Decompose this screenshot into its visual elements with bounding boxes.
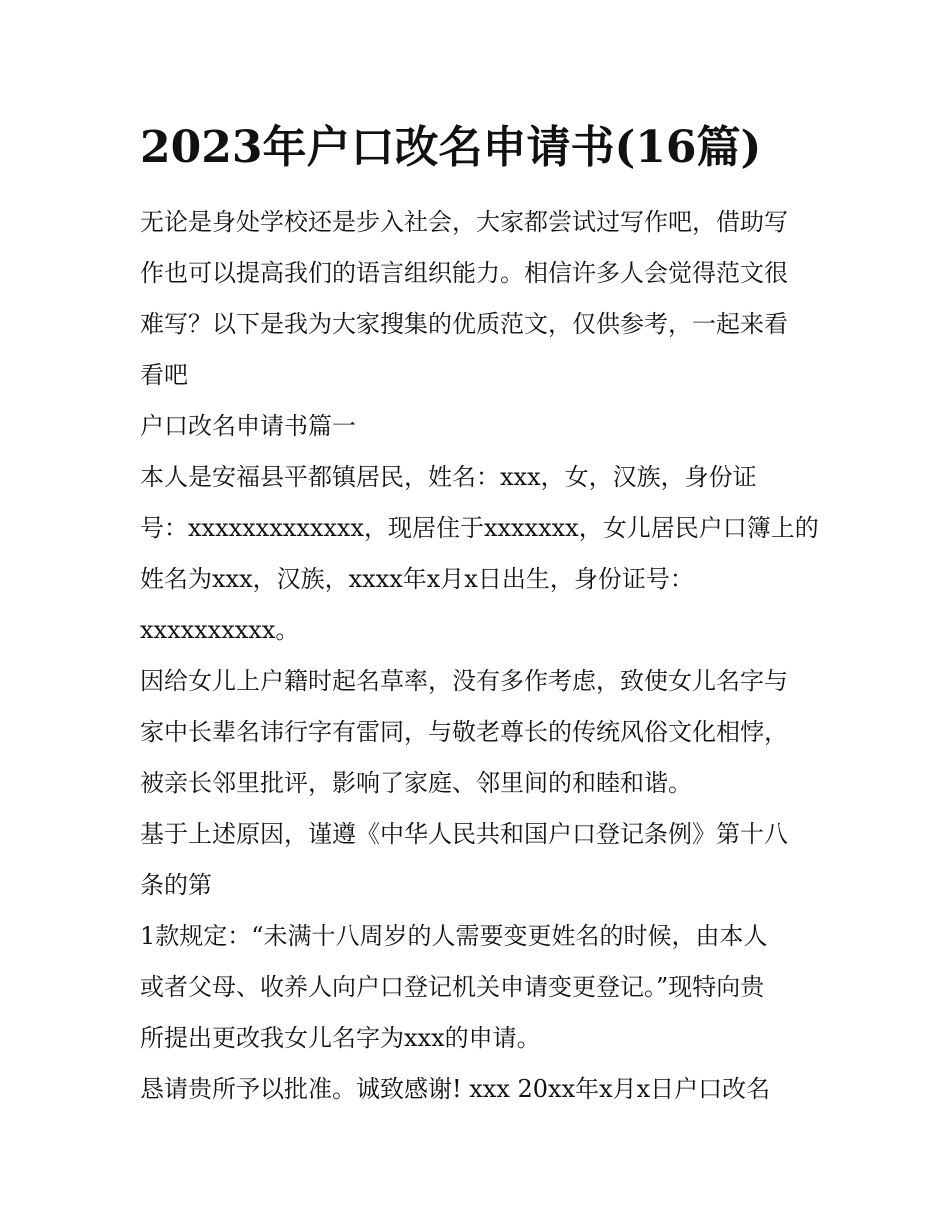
text-line: 条的第 xyxy=(140,871,212,899)
document-title: 2023年户口改名申请书(16篇) xyxy=(140,122,762,173)
text-line: 家中长辈名讳行字有雷同，与敬老尊长的传统风俗文化相悖， xyxy=(140,718,788,746)
text-line: 所提出更改我女儿名字为xxx的申请。 xyxy=(140,1024,541,1052)
text-line: 基于上述原因，谨遵《中华人民共和国户口登记条例》第十八 xyxy=(140,820,788,848)
text-line: 难写？以下是我为大家搜集的优质范文，仅供参考，一起来看 xyxy=(140,310,788,338)
section-heading: 户口改名申请书篇一 xyxy=(140,412,356,440)
text-line: 本人是安福县平都镇居民，姓名：xxx，女，汉族，身份证 xyxy=(140,463,757,491)
text-line: 作也可以提高我们的语言组织能力。相信许多人会觉得范文很 xyxy=(140,259,788,287)
text-line: 号：xxxxxxxxxxxxx，现居住于xxxxxxx，女儿居民户口簿上的 xyxy=(140,514,819,542)
text-line: 看吧 xyxy=(140,361,188,389)
document-body xyxy=(140,197,820,1115)
text-line: 恳请贵所予以批准。诚致感谢! xxx 20xx年x月x日户口改名 xyxy=(140,1075,771,1103)
text-line: 被亲长邻里批评，影响了家庭、邻里间的和睦和谐。 xyxy=(140,769,692,797)
text-line: 无论是身处学校还是步入社会，大家都尝试过写作吧，借助写 xyxy=(140,208,788,236)
text-line: 姓名为xxx，汉族，xxxx年x月x日出生，身份证号： xyxy=(140,565,694,593)
text-line: 1款规定：“未满十八周岁的人需要变更姓名的时候，由本人 xyxy=(140,922,768,950)
text-line: xxxxxxxxxx。 xyxy=(140,616,300,644)
text-line: 因给女儿上户籍时起名草率，没有多作考虑，致使女儿名字与 xyxy=(140,667,788,695)
text-line: 或者父母、收养人向户口登记机关申请变更登记。”现特向贵 xyxy=(140,973,765,1001)
